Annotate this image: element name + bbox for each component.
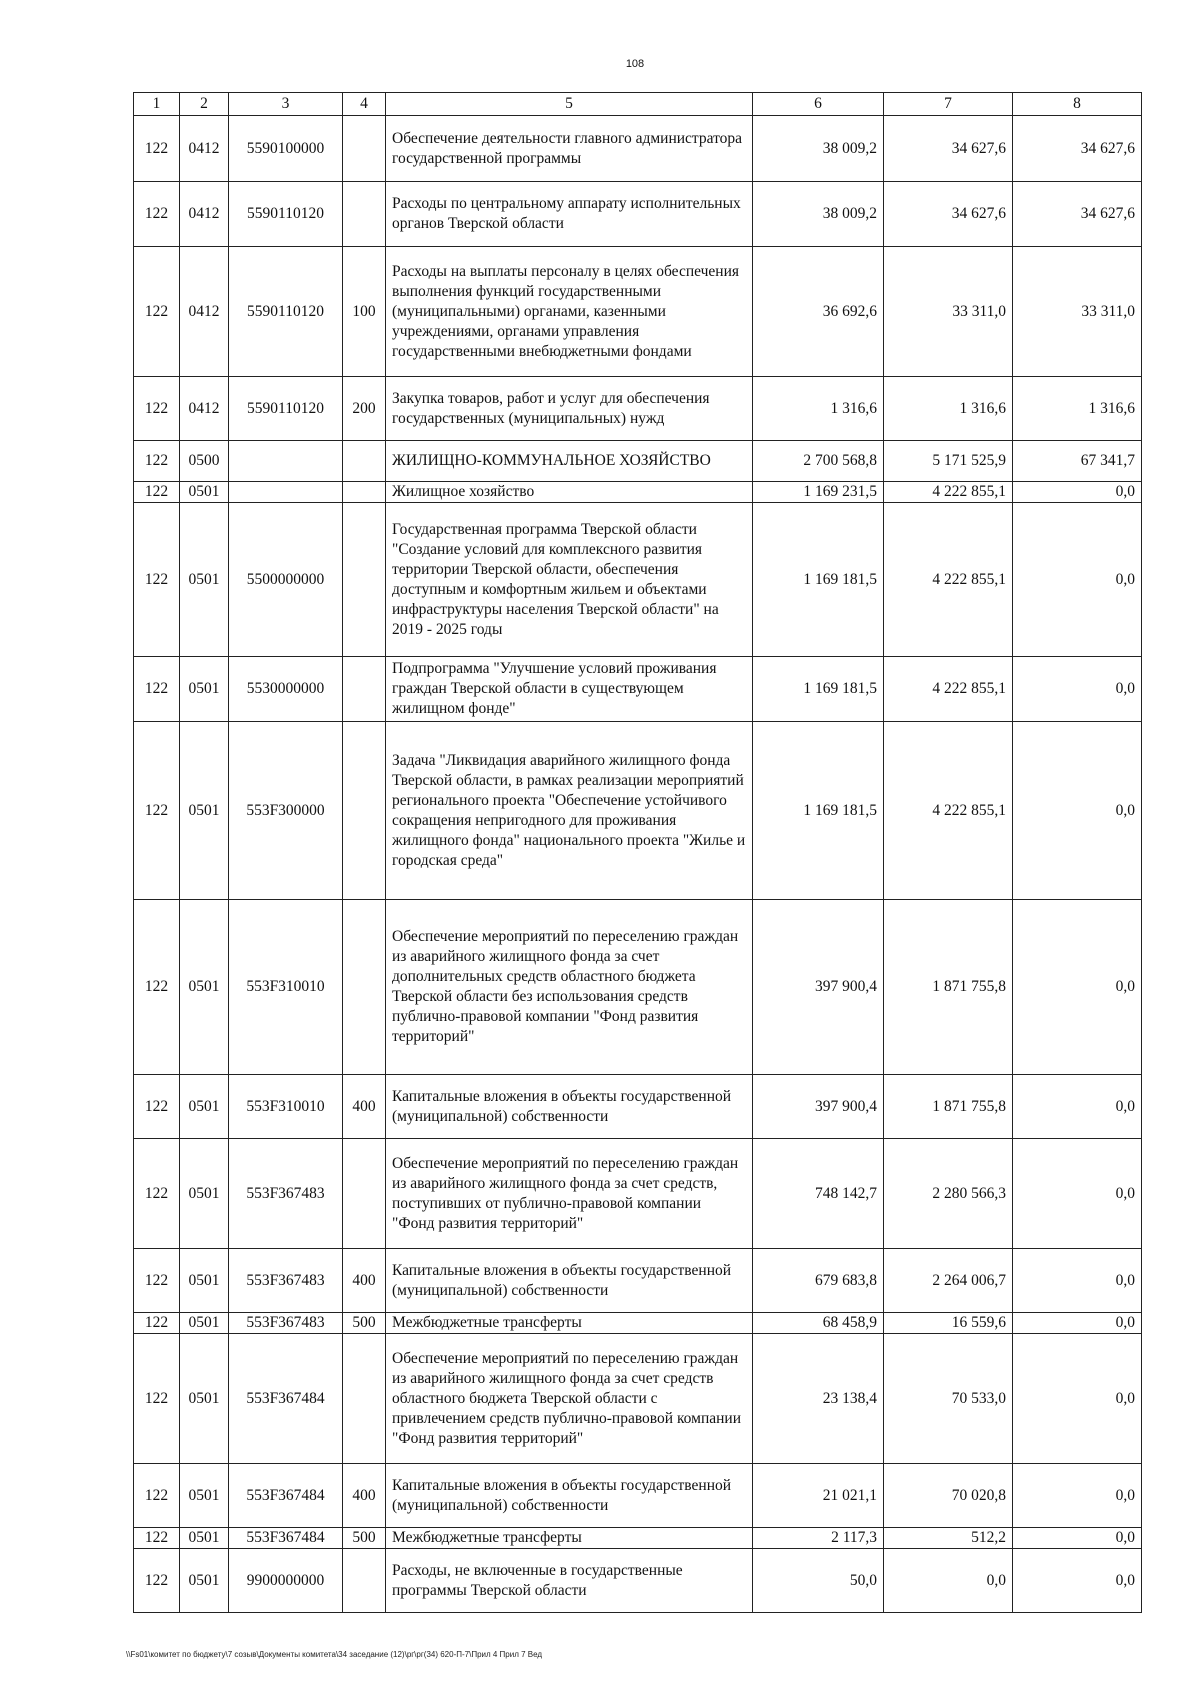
cell-description: Расходы на выплаты персоналу в целях обеспечения выполнения функций государственными (муниципальными) органами, казенными учреждениями, органами управления государственными внебюджетными фондами	[386, 247, 753, 377]
cell-amount-6: 748 142,7	[753, 1139, 884, 1249]
cell-amount-7: 4 222 855,1	[884, 503, 1013, 657]
cell-amount-8: 1 316,6	[1013, 377, 1142, 441]
col-header-7: 7	[884, 93, 1013, 116]
cell-section-code: 0501	[180, 1075, 229, 1139]
cell-section-code: 0501	[180, 722, 229, 900]
cell-amount-7: 4 222 855,1	[884, 722, 1013, 900]
cell-target-code: 553F367484	[229, 1464, 343, 1528]
cell-expense-type: 200	[343, 377, 386, 441]
col-header-8: 8	[1013, 93, 1142, 116]
cell-amount-8: 0,0	[1013, 1075, 1142, 1139]
cell-admin-code: 122	[134, 1334, 180, 1464]
cell-section-code: 0501	[180, 1549, 229, 1613]
table-row	[134, 657, 1142, 722]
col-header-5: 5	[386, 93, 753, 116]
cell-amount-6: 2 117,3	[753, 1528, 884, 1549]
cell-target-code: 553F300000	[229, 722, 343, 900]
table-row	[134, 247, 1142, 377]
cell-amount-7: 2 280 566,3	[884, 1139, 1013, 1249]
cell-amount-8: 0,0	[1013, 1139, 1142, 1249]
cell-amount-6: 50,0	[753, 1549, 884, 1613]
cell-admin-code: 122	[134, 1139, 180, 1249]
cell-amount-6: 38 009,2	[753, 182, 884, 247]
header-row	[134, 93, 1142, 116]
col-header-1: 1	[134, 93, 180, 116]
table-row	[134, 503, 1142, 657]
budget-table	[133, 92, 1142, 1613]
cell-expense-type: 400	[343, 1075, 386, 1139]
table-row	[134, 441, 1142, 482]
cell-expense-type	[343, 482, 386, 503]
cell-description: Расходы, не включенные в государственные программы Тверской области	[386, 1549, 753, 1613]
cell-description: Жилищное хозяйство	[386, 482, 753, 503]
cell-amount-7: 70 533,0	[884, 1334, 1013, 1464]
table-row	[134, 1313, 1142, 1334]
cell-amount-8: 0,0	[1013, 1549, 1142, 1613]
cell-amount-7: 34 627,6	[884, 116, 1013, 182]
table-row	[134, 1334, 1142, 1464]
cell-admin-code: 122	[134, 1249, 180, 1313]
cell-amount-8: 0,0	[1013, 900, 1142, 1075]
col-header-3: 3	[229, 93, 343, 116]
col-header-2: 2	[180, 93, 229, 116]
cell-amount-6: 1 169 181,5	[753, 657, 884, 722]
cell-amount-6: 38 009,2	[753, 116, 884, 182]
cell-admin-code: 122	[134, 503, 180, 657]
table-row	[134, 1528, 1142, 1549]
cell-amount-7: 33 311,0	[884, 247, 1013, 377]
cell-expense-type	[343, 900, 386, 1075]
cell-amount-8: 0,0	[1013, 503, 1142, 657]
cell-amount-8: 34 627,6	[1013, 116, 1142, 182]
cell-admin-code: 122	[134, 1549, 180, 1613]
cell-amount-6: 68 458,9	[753, 1313, 884, 1334]
cell-target-code: 5500000000	[229, 503, 343, 657]
cell-amount-7: 16 559,6	[884, 1313, 1013, 1334]
cell-target-code: 9900000000	[229, 1549, 343, 1613]
cell-amount-6: 1 316,6	[753, 377, 884, 441]
cell-section-code: 0412	[180, 182, 229, 247]
cell-expense-type	[343, 657, 386, 722]
cell-section-code: 0501	[180, 1464, 229, 1528]
cell-admin-code: 122	[134, 116, 180, 182]
cell-description: Обеспечение мероприятий по переселению граждан из аварийного жилищного фонда за счет дополнительных средств областного бюджета Тверской области без использования средств публично-правовой компании "Фонд развития территорий"	[386, 900, 753, 1075]
cell-section-code: 0500	[180, 441, 229, 482]
cell-target-code: 553F367483	[229, 1139, 343, 1249]
cell-amount-8: 0,0	[1013, 657, 1142, 722]
cell-target-code: 553F310010	[229, 1075, 343, 1139]
col-header-4: 4	[343, 93, 386, 116]
cell-section-code: 0501	[180, 900, 229, 1075]
cell-description: Обеспечение мероприятий по переселению граждан из аварийного жилищного фонда за счет средств, поступивших от публично-правовой компании "Фонд развития территорий"	[386, 1139, 753, 1249]
cell-section-code: 0501	[180, 1528, 229, 1549]
cell-amount-6: 397 900,4	[753, 900, 884, 1075]
cell-expense-type: 400	[343, 1249, 386, 1313]
table-row	[134, 1075, 1142, 1139]
cell-expense-type	[343, 116, 386, 182]
cell-description: Межбюджетные трансферты	[386, 1313, 753, 1334]
cell-amount-6: 397 900,4	[753, 1075, 884, 1139]
cell-amount-7: 4 222 855,1	[884, 482, 1013, 503]
cell-admin-code: 122	[134, 1528, 180, 1549]
cell-amount-8: 33 311,0	[1013, 247, 1142, 377]
cell-admin-code: 122	[134, 1313, 180, 1334]
cell-section-code: 0501	[180, 482, 229, 503]
cell-section-code: 0501	[180, 1249, 229, 1313]
cell-expense-type	[343, 1334, 386, 1464]
cell-target-code: 553F367483	[229, 1249, 343, 1313]
cell-amount-7: 1 871 755,8	[884, 900, 1013, 1075]
cell-section-code: 0501	[180, 657, 229, 722]
cell-amount-8: 0,0	[1013, 482, 1142, 503]
cell-amount-6: 36 692,6	[753, 247, 884, 377]
cell-target-code: 5590110120	[229, 247, 343, 377]
cell-admin-code: 122	[134, 657, 180, 722]
cell-expense-type: 500	[343, 1313, 386, 1334]
cell-admin-code: 122	[134, 722, 180, 900]
cell-expense-type	[343, 1549, 386, 1613]
table-row	[134, 722, 1142, 900]
cell-section-code: 0412	[180, 377, 229, 441]
cell-amount-7: 70 020,8	[884, 1464, 1013, 1528]
table-row	[134, 377, 1142, 441]
cell-admin-code: 122	[134, 247, 180, 377]
cell-expense-type	[343, 503, 386, 657]
cell-target-code: 5590110120	[229, 182, 343, 247]
cell-description: Межбюджетные трансферты	[386, 1528, 753, 1549]
cell-target-code	[229, 482, 343, 503]
cell-amount-7: 5 171 525,9	[884, 441, 1013, 482]
cell-expense-type: 400	[343, 1464, 386, 1528]
table-row	[134, 116, 1142, 182]
cell-amount-6: 23 138,4	[753, 1334, 884, 1464]
cell-description: ЖИЛИЩНО-КОММУНАЛЬНОЕ ХОЗЯЙСТВО	[386, 441, 753, 482]
table-row	[134, 1549, 1142, 1613]
page-number: 108	[625, 58, 645, 70]
cell-amount-6: 1 169 181,5	[753, 503, 884, 657]
cell-amount-8: 0,0	[1013, 722, 1142, 900]
cell-amount-7: 2 264 006,7	[884, 1249, 1013, 1313]
cell-amount-6: 679 683,8	[753, 1249, 884, 1313]
cell-target-code: 5590100000	[229, 116, 343, 182]
cell-amount-8: 34 627,6	[1013, 182, 1142, 247]
cell-description: Обеспечение деятельности главного администратора государственной программы	[386, 116, 753, 182]
cell-expense-type	[343, 441, 386, 482]
cell-amount-6: 2 700 568,8	[753, 441, 884, 482]
cell-description: Подпрограмма "Улучшение условий проживания граждан Тверской области в существующем жилищном фонде"	[386, 657, 753, 722]
cell-section-code: 0501	[180, 1313, 229, 1334]
cell-target-code: 5590110120	[229, 377, 343, 441]
cell-target-code: 553F310010	[229, 900, 343, 1075]
cell-description: Капитальные вложения в объекты государственной (муниципальной) собственности	[386, 1075, 753, 1139]
cell-target-code: 5530000000	[229, 657, 343, 722]
cell-expense-type	[343, 1139, 386, 1249]
cell-amount-7: 512,2	[884, 1528, 1013, 1549]
cell-admin-code: 122	[134, 482, 180, 503]
cell-description: Обеспечение мероприятий по переселению граждан из аварийного жилищного фонда за счет средств областного бюджета Тверской области с привлечением средств публично-правовой компании "Фонд развития территорий"	[386, 1334, 753, 1464]
cell-amount-6: 21 021,1	[753, 1464, 884, 1528]
table-row	[134, 1249, 1142, 1313]
cell-admin-code: 122	[134, 900, 180, 1075]
cell-target-code	[229, 441, 343, 482]
cell-description: Расходы по центральному аппарату исполнительных органов Тверской области	[386, 182, 753, 247]
footer-file-path: \\Fs01\комитет по бюджету\7 созыв\Документы комитета\34 заседание (12)\рг\рг(34) 620-П-7\Прил 4 Прил 7 Вед	[126, 1650, 543, 1659]
cell-amount-8: 67 341,7	[1013, 441, 1142, 482]
cell-amount-8: 0,0	[1013, 1313, 1142, 1334]
cell-admin-code: 122	[134, 377, 180, 441]
table-row	[134, 182, 1142, 247]
cell-amount-8: 0,0	[1013, 1464, 1142, 1528]
cell-description: Капитальные вложения в объекты государственной (муниципальной) собственности	[386, 1249, 753, 1313]
cell-section-code: 0412	[180, 247, 229, 377]
cell-amount-7: 0,0	[884, 1549, 1013, 1613]
cell-amount-7: 4 222 855,1	[884, 657, 1013, 722]
table-row	[134, 1139, 1142, 1249]
cell-admin-code: 122	[134, 1075, 180, 1139]
table-row	[134, 482, 1142, 503]
table-row	[134, 1464, 1142, 1528]
cell-description: Капитальные вложения в объекты государственной (муниципальной) собственности	[386, 1464, 753, 1528]
cell-amount-7: 1 316,6	[884, 377, 1013, 441]
cell-target-code: 553F367484	[229, 1334, 343, 1464]
cell-amount-7: 1 871 755,8	[884, 1075, 1013, 1139]
cell-expense-type	[343, 722, 386, 900]
cell-admin-code: 122	[134, 1464, 180, 1528]
cell-amount-7: 34 627,6	[884, 182, 1013, 247]
cell-description: Задача "Ликвидация аварийного жилищного фонда Тверской области, в рамках реализации мероприятий регионального проекта "Обеспечение устойчивого сокращения непригодного для проживания жилищного фонда" национального проекта "Жилье и городская среда"	[386, 722, 753, 900]
cell-amount-8: 0,0	[1013, 1528, 1142, 1549]
cell-admin-code: 122	[134, 182, 180, 247]
cell-section-code: 0501	[180, 503, 229, 657]
cell-amount-6: 1 169 181,5	[753, 722, 884, 900]
cell-amount-8: 0,0	[1013, 1249, 1142, 1313]
cell-target-code: 553F367483	[229, 1313, 343, 1334]
cell-amount-6: 1 169 231,5	[753, 482, 884, 503]
table-row	[134, 900, 1142, 1075]
cell-description: Закупка товаров, работ и услуг для обеспечения государственных (муниципальных) нужд	[386, 377, 753, 441]
cell-expense-type: 500	[343, 1528, 386, 1549]
cell-description: Государственная программа Тверской области "Создание условий для комплексного развития территории Тверской области, обеспечения доступным и комфортным жильем и объектами инфраструктуры населения Тверской области" на 2019 - 2025 годы	[386, 503, 753, 657]
col-header-6: 6	[753, 93, 884, 116]
cell-expense-type: 100	[343, 247, 386, 377]
cell-target-code: 553F367484	[229, 1528, 343, 1549]
cell-expense-type	[343, 182, 386, 247]
cell-section-code: 0501	[180, 1139, 229, 1249]
cell-amount-8: 0,0	[1013, 1334, 1142, 1464]
cell-section-code: 0412	[180, 116, 229, 182]
cell-admin-code: 122	[134, 441, 180, 482]
cell-section-code: 0501	[180, 1334, 229, 1464]
